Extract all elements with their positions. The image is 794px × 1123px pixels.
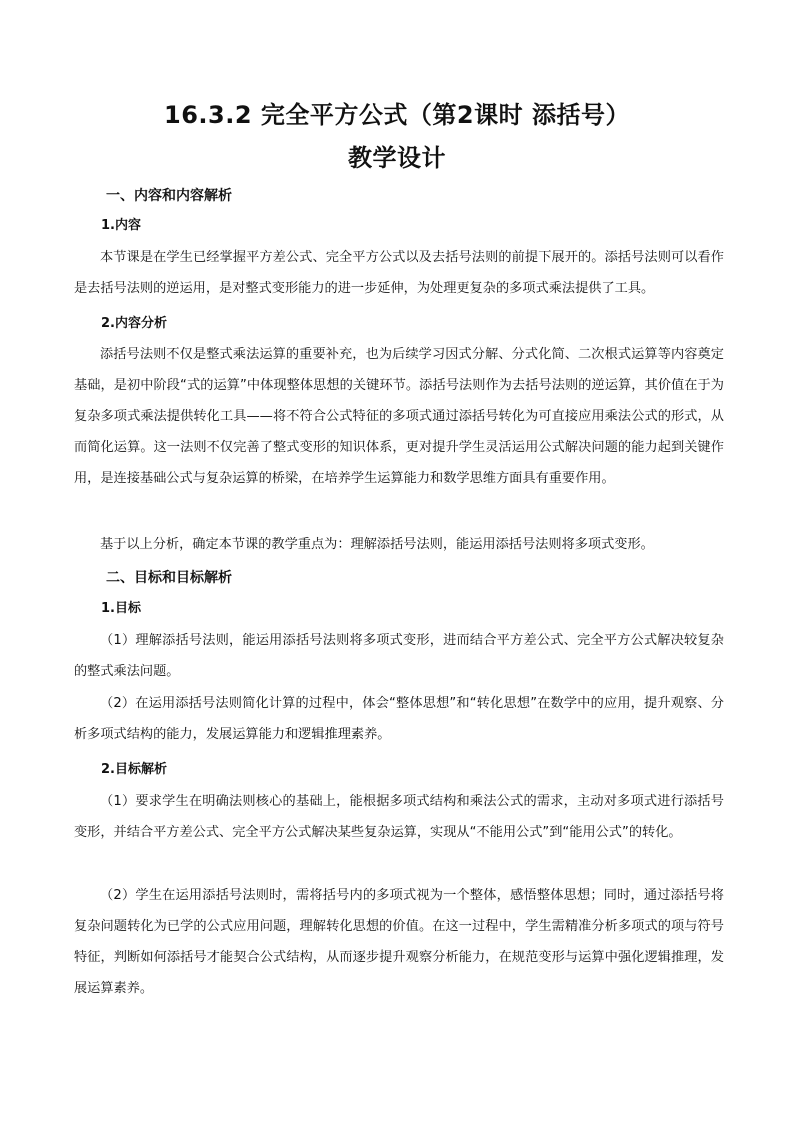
subheading-content: 1.内容 xyxy=(101,218,141,233)
paragraph-goal-analysis-2: （2）学生在运用添括号法则时，需将括号内的多项式视为一个整体，感悟整体思想；同时，通过添括号将复杂问题转化为已学的公式应用问题，理解转化思想的价值。在这一过程中，学生需精准分析多项式的项与符号特征，判断如何添括号才能契合公式结构，从而逐步提升观察分析能力，在规范变形与运算中强化逻辑推理，发展运算素养。 xyxy=(74,888,724,996)
section-heading-content: 一、内容和内容解析 xyxy=(106,188,232,204)
subheading-content-analysis: 2.内容分析 xyxy=(101,316,167,331)
document-title: 16.3.2 完全平方公式（第2课时 添括号） xyxy=(164,101,630,129)
paragraph-content-analysis: 添括号法则不仅是整式乘法运算的重要补充，也为后续学习因式分解、分式化简、二次根式运算等内容奠定基础，是初中阶段“式的运算”中体现整体思想的关键环节。添括号法则作为去括号法则的逆运算，其价值在于为复杂多项式乘法提供转化工具——将不符合公式特征的多项式通过添括号转化为可直接应用乘法公式的形式，从而简化运算。这一法则不仅完善了整式变形的知识体系，更对提升学生灵活运用公式解决问题的能力起到关键作用，是连接基础公式与复杂运算的桥梁，在培养学生运算能力和数学思维方面具有重要作用。 xyxy=(74,347,724,486)
paragraph-teaching-focus: 基于以上分析，确定本节课的教学重点为：理解添括号法则，能运用添括号法则将多项式变形。 xyxy=(100,537,654,552)
paragraph-goal-2: （2）在运用添括号法则简化计算的过程中，体会“整体思想”和“转化思想”在数学中的应用，提升观察、分析多项式结构的能力，发展运算能力和逻辑推理素养。 xyxy=(74,696,724,742)
subheading-goal-analysis: 2.目标解析 xyxy=(101,762,167,777)
paragraph-goal-analysis-1: （1）要求学生在明确法则核心的基础上，能根据多项式结构和乘法公式的需求，主动对多项式进行添括号变形，并结合平方差公式、完全平方公式解决某些复杂运算，实现从“不能用公式”到“能用公式”的转化。 xyxy=(74,794,724,840)
document-subtitle: 教学设计 xyxy=(348,144,446,172)
section-heading-goals: 二、目标和目标解析 xyxy=(106,570,232,586)
subheading-goals: 1.目标 xyxy=(101,601,141,616)
paragraph-goal-1: （1）理解添括号法则，能运用添括号法则将多项式变形，进而结合平方差公式、完全平方公式解决较复杂的整式乘法问题。 xyxy=(74,633,724,679)
paragraph-content: 本节课是在学生已经掌握平方差公式、完全平方公式以及去括号法则的前提下展开的。添括号法则可以看作是去括号法则的逆运用，是对整式变形能力的进一步延伸，为处理更复杂的多项式乘法提供了工具。 xyxy=(74,250,724,296)
